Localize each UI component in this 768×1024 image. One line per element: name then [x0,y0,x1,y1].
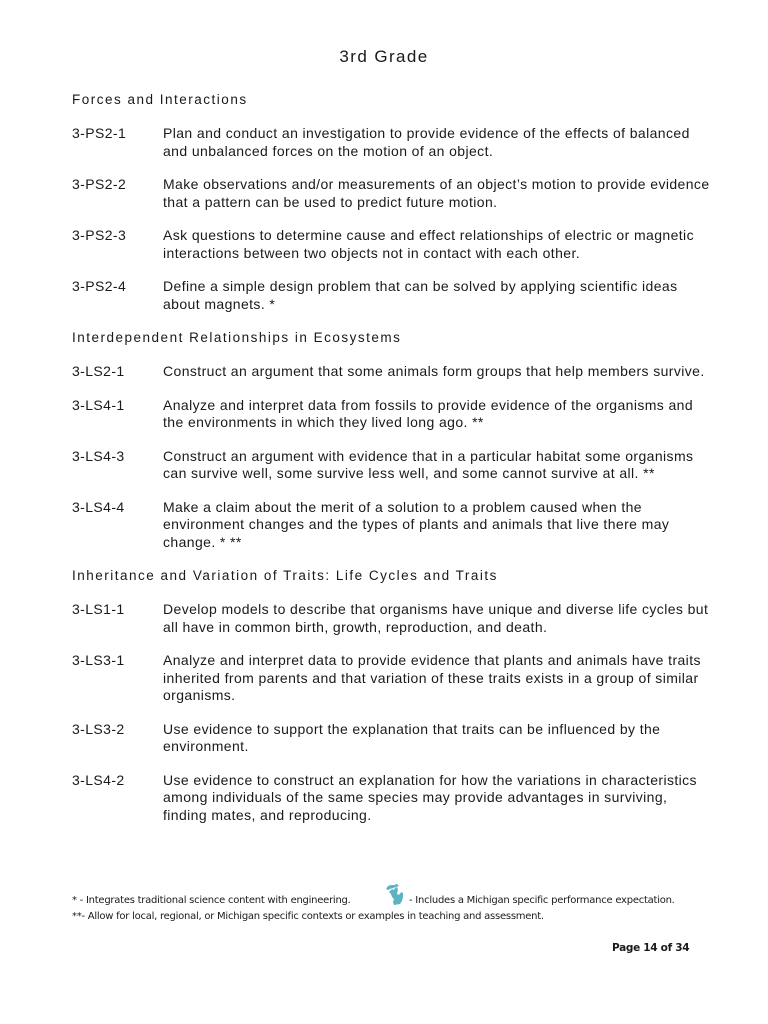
standard-code: 3-LS3-1 [72,652,125,668]
standard-description: Ask questions to determine cause and effect relationships of electric or magnetic interactions between two objects not in contact with each other. [163,227,694,261]
standard-description: Use evidence to construct an explanation for how the variations in characteristics among individuals of the same species may provide advantages in surviving, finding mates, and reproducing. [163,771,697,823]
standard-code: 3-PS2-2 [72,176,127,192]
standard-row [72,601,712,636]
footnote-row-engineering [72,893,712,909]
section-inheritance-and-variation [72,567,712,824]
standard-description: Define a simple design problem that can be solved by applying scientific ideas about magnets. * [163,278,678,312]
standard-row [72,278,712,313]
page-number: Page 14 of 34 [612,942,690,954]
standard-code: 3-LS4-1 [72,396,125,413]
standard-description: Analyze and interpret data to provide evidence that plants and animals have traits inherited from parents and that variation of these traits exists in a group of similar organisms. [163,652,701,703]
standard-code: 3-PS2-3 [72,227,127,243]
standard-code: 3-LS1-1 [72,601,125,617]
standard-row [72,499,712,552]
standard-code: 3-LS2-1 [72,363,125,379]
standard-row [72,652,712,705]
standard-code: 3-LS4-4 [72,498,125,515]
footnote-engineering: * - Integrates traditional science content with engineering. [72,895,351,906]
section-heading: Interdependent Relationships in Ecosystems [72,330,402,345]
standard-code: 3-LS4-2 [72,771,125,788]
section-heading: Inheritance and Variation of Traits: Life Cycles and Traits [72,568,498,583]
page-title: 3rd Grade [339,47,429,66]
standard-description: Make observations and/or measurements of an object’s motion to provide evidence that a pattern can be used to predict future motion. [163,176,710,210]
standard-row [72,363,712,381]
standard-code: 3-PS2-4 [72,278,127,294]
michigan-map-icon [385,883,407,907]
section-forces-and-interactions [72,91,712,313]
standard-code: 3-PS2-1 [72,125,127,141]
standard-row [72,397,712,432]
standard-description: Construct an argument that some animals form groups that help members survive. [163,363,705,379]
standard-row [72,721,712,756]
standard-description: Plan and conduct an investigation to provide evidence of the effects of balanced and unbalanced forces on the motion of an object. [163,125,690,159]
standard-description: Use evidence to support the explanation that traits can be influenced by the environment. [163,720,661,754]
footnote-michigan: - Includes a Michigan specific performance expectation. [409,895,675,906]
standard-row [72,227,712,262]
footnote-row-local-contexts [72,909,712,925]
standard-description: Develop models to describe that organisms have unique and diverse life cycles but all have in common birth, growth, reproduction, and death. [163,601,709,635]
standard-code: 3-LS4-3 [72,447,125,464]
footnote-local-contexts: **- Allow for local, regional, or Michigan specific contexts or examples in teaching and assessment. [72,911,544,922]
standard-row [72,176,712,211]
standard-description: Construct an argument with evidence that in a particular habitat some organisms can survive well, some survive less well, and some cannot survive at all. ** [163,447,694,481]
standard-row [72,772,712,825]
section-heading: Forces and Interactions [72,92,248,107]
standard-description: Make a claim about the merit of a solution to a problem caused when the environment changes and the types of plants and animals that live there may change. * ** [163,498,670,550]
standards-list [72,91,712,840]
standard-code: 3-LS3-2 [72,720,125,737]
section-interdependent-relationships [72,329,712,551]
standard-row [72,448,712,483]
standard-row [72,125,712,160]
standard-description: Analyze and interpret data from fossils to provide evidence of the organisms and the environments in which they lived long ago. ** [163,396,694,430]
footnotes [72,893,712,925]
